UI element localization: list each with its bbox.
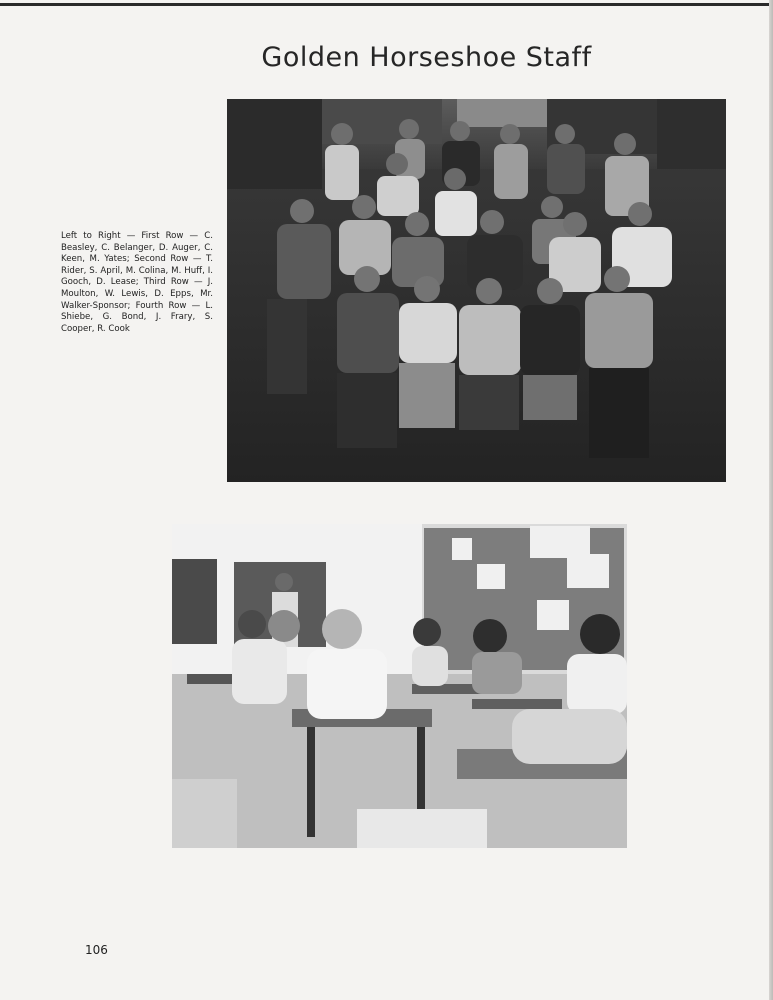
classroom-photo bbox=[172, 524, 627, 848]
staff-group-photo bbox=[227, 99, 726, 482]
page-title: Golden Horseshoe Staff bbox=[261, 42, 592, 73]
top-rule bbox=[0, 3, 773, 6]
page-number: 106 bbox=[85, 943, 108, 957]
photo-caption: Left to Right — First Row — C. Beasley, C. Belanger, D. Auger, C. Keen, M. Yates; Second Row — T. Rider, S. April, M. Colina, M. Huff, I. Gooch, D. Lease; Third Row — J. Moulton, W. Lewis, D. Epps, Mr. Walker-Sponsor; Fourth Row — L. Shiebe, G. Bond, J. Frary, S. Cooper, R. Cook bbox=[61, 231, 213, 334]
page-edge-shadow bbox=[769, 0, 773, 1000]
